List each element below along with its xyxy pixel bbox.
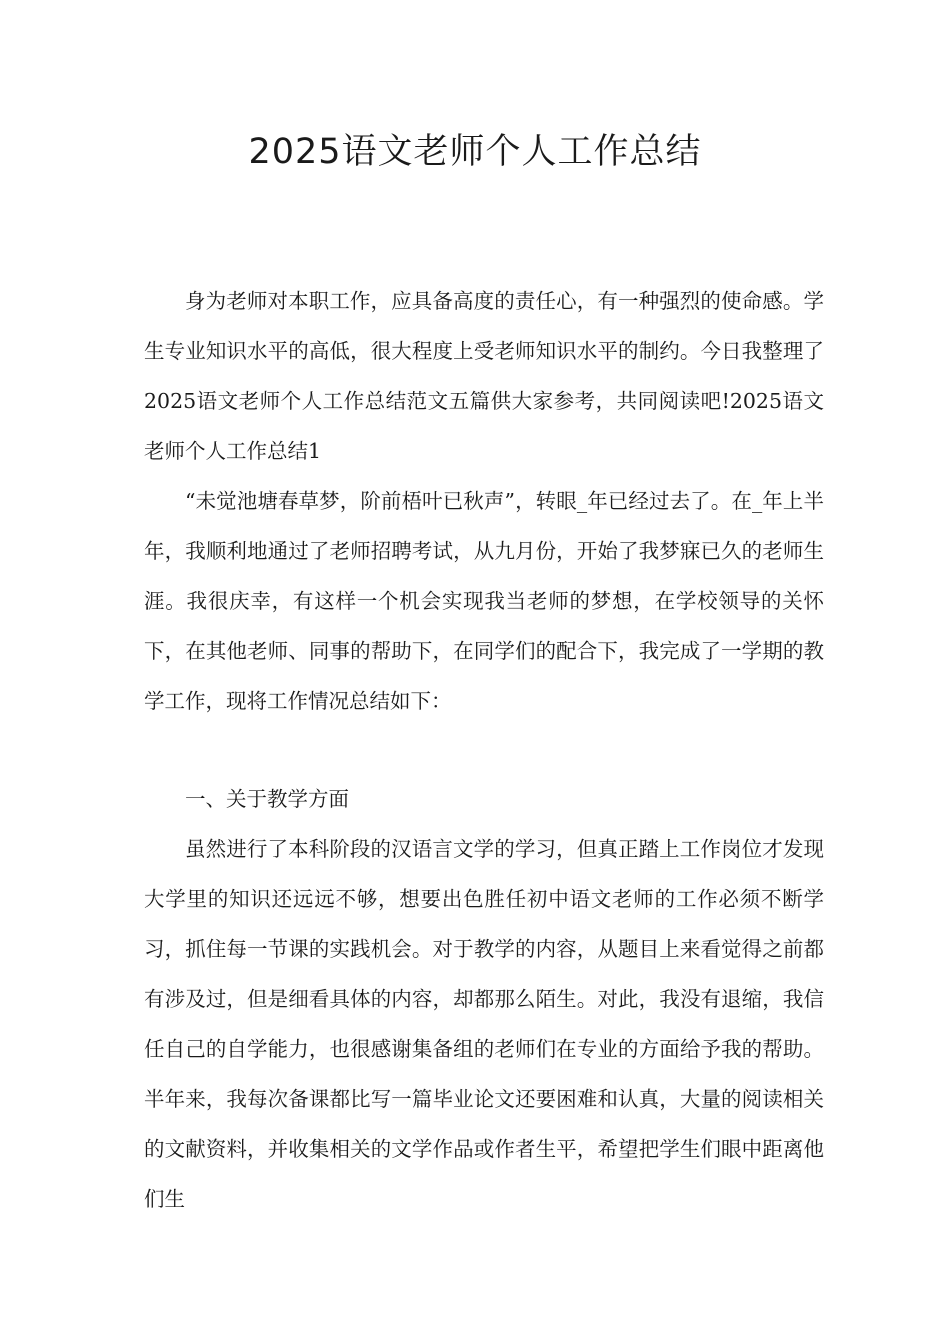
- section-paragraph: 虽然进行了本科阶段的汉语言文学的学习，但真正踏上工作岗位才发现大学里的知识还远远不够，想要出色胜任初中语文老师的工作必须不断学习，抓住每一节课的实践机会。对于教学的内容，从题目上来看觉得之前都有涉及过，但是细看具体的内容，却都那么陌生。对此，我没有退缩，我信任自己的自学能力，也很感谢集备组的老师们在专业的方面给予我的帮助。半年来，我每次备课都比写一篇毕业论文还要困难和认真，大量的阅读相关的文献资料，并收集相关的文学作品或作者生平，希望把学生们眼中距离他们生: [144, 837, 824, 1211]
- intro-section: [144, 276, 824, 726]
- section-teaching: [144, 774, 824, 1224]
- intro-paragraph: “未觉池塘春草梦，阶前梧叶已秋声”，转眼_年已经过去了。在_年上半年，我顺利地通过了老师招聘考试，从九月份，开始了我梦寐已久的老师生涯。我很庆幸，有这样一个机会实现我当老师的梦想，在学校领导的关怀下，在其他老师、同事的帮助下，在同学们的配合下，我完成了一学期的教学工作，现将工作情况总结如下：: [144, 489, 824, 713]
- section-heading: 一、关于教学方面: [185, 787, 349, 811]
- intro-paragraph: 身为老师对本职工作，应具备高度的责任心，有一种强烈的使命感。学生专业知识水平的高低，很大程度上受老师知识水平的制约。今日我整理了2025语文老师个人工作总结范文五篇供大家参考，共同阅读吧!2025语文老师个人工作总结1: [144, 289, 824, 463]
- document-title: 2025语文老师个人工作总结: [248, 132, 702, 172]
